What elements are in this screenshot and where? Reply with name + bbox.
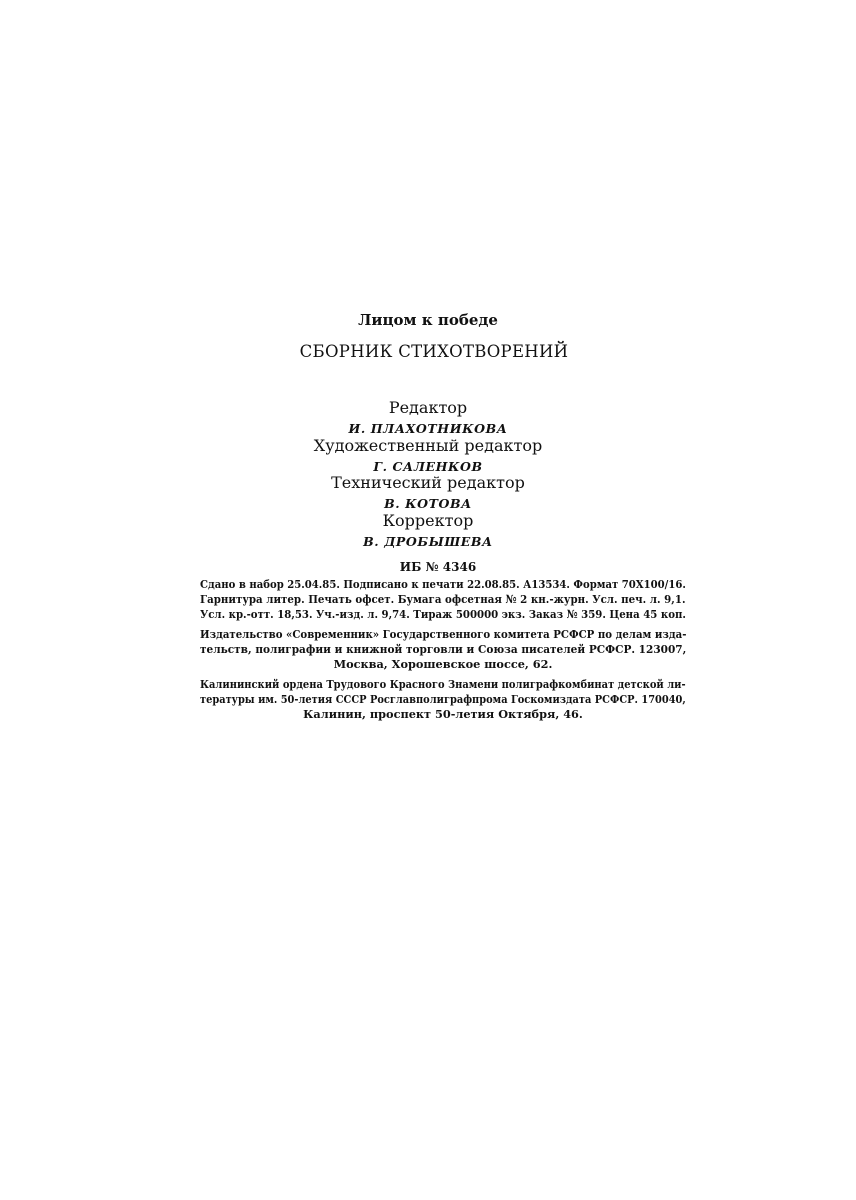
publisher-line: Москва, Хорошевское шоссе, 62. — [333, 657, 553, 671]
print-info-line: Усл. кр.-отт. 18,53. Уч.-изд. л. 9,74. Тираж 500000 экз. Заказ № 359. Цена 45 коп. — [200, 607, 686, 621]
credit-role-tech-editor: Технический редактор — [331, 473, 525, 492]
credit-name-editor: И. ПЛАХОТНИКОВА — [348, 421, 508, 436]
book-title: Лицом к победе — [358, 311, 498, 329]
credit-role-proofreader: Корректор — [382, 511, 474, 530]
credit-role-art-editor: Художественный редактор — [313, 436, 543, 455]
ib-number: ИБ № 4346 — [399, 560, 477, 574]
credit-name-art-editor: Г. САЛЕНКОВ — [373, 459, 483, 474]
publisher-block — [200, 627, 686, 672]
print-info-line: Гарнитура литер. Печать офсет. Бумага офсетная № 2 кн.-журн. Усл. печ. л. 9,1. — [200, 592, 686, 606]
printer-line: тературы им. 50-летия СССР Росглавполиграфпрома Госкомиздата РСФСР. 170040, — [200, 692, 686, 706]
print-info-block — [200, 577, 686, 622]
book-subtitle: СБОРНИК СТИХОТВОРЕНИЙ — [299, 342, 569, 361]
publisher-line: Издательство «Современник» Государственного комитета РСФСР по делам изда- — [200, 627, 687, 641]
credit-name-proofreader: В. ДРОБЫШЕВА — [363, 534, 493, 549]
print-info-line: Сдано в набор 25.04.85. Подписано к печати 22.08.85. А13534. Формат 70Х100/16. — [200, 577, 686, 591]
credit-role-editor: Редактор — [388, 398, 468, 417]
publisher-line: тельств, полиграфии и книжной торговли и Союза писателей РСФСР. 123007, — [200, 642, 687, 656]
printer-line: Калинин, проспект 50-летия Октября, 46. — [303, 707, 583, 721]
printer-line: Калининский ордена Трудового Красного Знамени полиграфкомбинат детской ли- — [200, 677, 686, 691]
printer-block — [200, 677, 686, 722]
credit-name-tech-editor: В. КОТОВА — [384, 496, 472, 511]
